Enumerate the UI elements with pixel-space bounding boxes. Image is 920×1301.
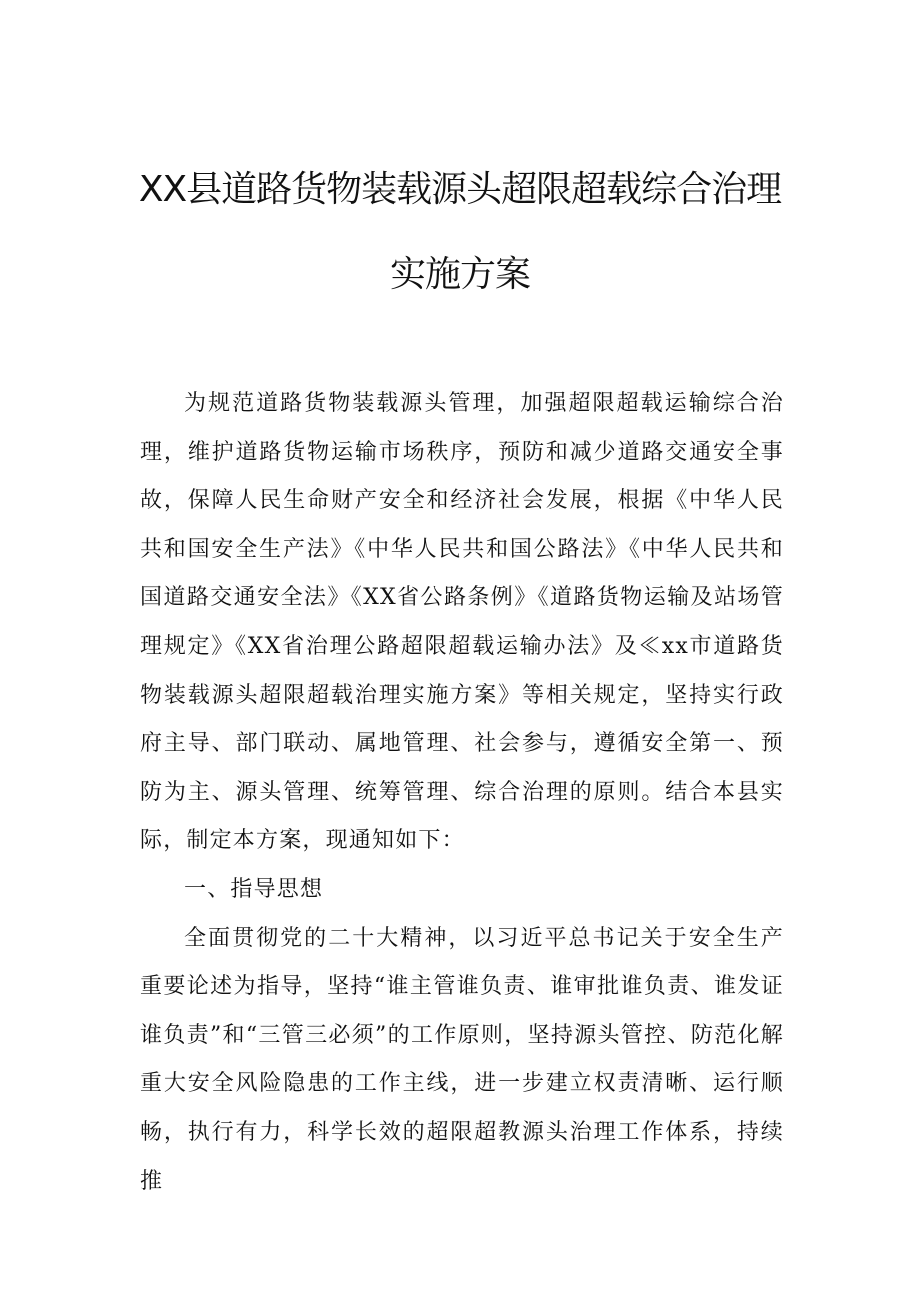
document-body bbox=[140, 380, 784, 1206]
guiding-ideology-paragraph: 全面贯彻党的二十大精神，以习近平总书记关于安全生产重要论述为指导，坚持“谁主管谁负责、谁审批谁负责、谁发证谁负责”和“三管三必须”的工作原则，坚持源头管控、防范化解重大安全风险隐患的工作主线，进一步建立权责清晰、运行顺畅，执行有力，科学长效的超限超教源头治理工作体系，持续推 bbox=[140, 925, 784, 1194]
intro-paragraph: 为规范道路货物装载源头管理，加强超限超载运输综合治理，维护道路货物运输市场秩序，预防和减少道路交通安全事故，保障人民生命财产安全和经济社会发展，根据《中华人民共和国安全生产法》《中华人民共和国公路法》《中华人民共和国道路交通安全法》《XX省公路条例》《道路货物运输及站场管理规定》《XX省治理公路超限超载运输办法》及≪xx市道路货物装载源头超限超载治理实施方案》等相关规定，坚持实行政府主导、部门联动、属地管理、社会参与，遵循安全第一、预防为主、源头管理、统筹管理、综合治理的原则。结合本县实际，制定本方案，现通知如下： bbox=[140, 391, 784, 854]
document-title-line-2: 实施方案 bbox=[389, 254, 530, 295]
document-title-line-1: XX县道路货物装载源头超限超载综合治理 bbox=[138, 169, 782, 210]
section-heading-guiding-ideology: 一、指导思想 bbox=[184, 876, 324, 902]
